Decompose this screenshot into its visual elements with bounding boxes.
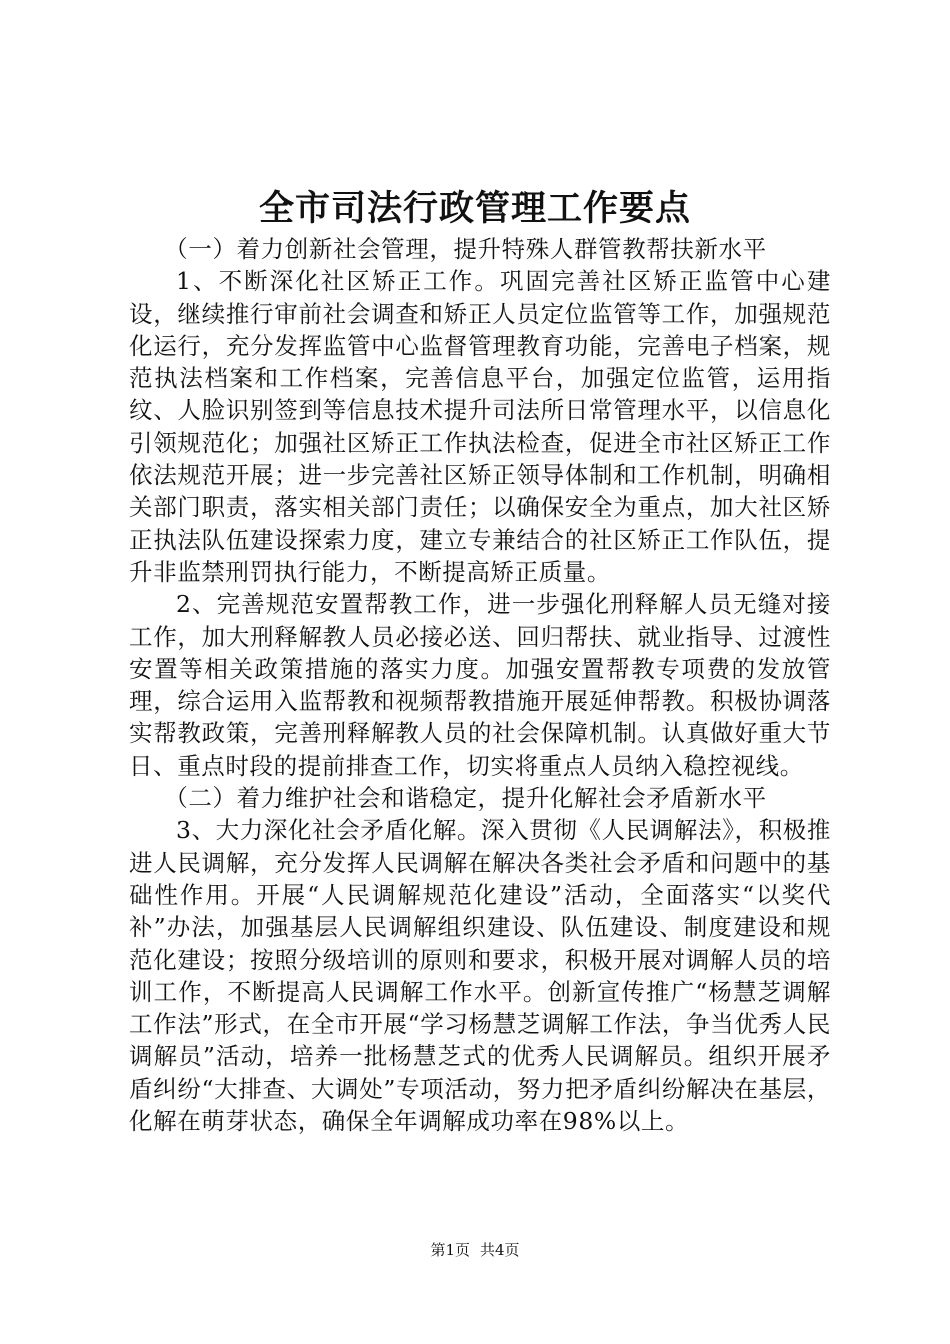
page-footer bbox=[0, 1240, 950, 1260]
section-heading-2: （二）着力维护社会和谐稳定，提升化解社会矛盾新水平 bbox=[164, 784, 767, 813]
section-heading-1: （一）着力创新社会管理，提升特殊人群管教帮扶新水平 bbox=[164, 235, 767, 263]
paragraph-item-2: 2、完善规范安置帮教工作，进一步强化刑释解人员无缝对接工作，加大刑释解教人员必接必送、回归帮扶、就业指导、过渡性安置等相关政策措施的落实力度。加强安置帮教专项费的发放管理，综合运用入监帮教和视频帮教措施开展延伸帮教。积极协调落实帮教政策，完善刑释解教人员的社会保障机制。认真做好重大节日、重点时段的提前排查工作，切实将重点人员纳入稳控视线。 bbox=[129, 590, 831, 780]
document-title: 全市司法行政管理工作要点 bbox=[258, 188, 691, 229]
paragraph-item-3: 3、大力深化社会矛盾化解。深入贯彻《人民调解法》，积极推进人民调解，充分发挥人民调解在解决各类社会矛盾和问题中的基础性作用。开展“人民调解规范化建设”活动，全面落实“以奖代补”办法，加强基层人民调解组织建设、队伍建设、制度建设和规范化建设；按照分级培训的原则和要求，积极开展对调解人员的培训工作，不断提高人民调解工作水平。创新宣传推广“杨慧芝调解工作法”形式，在全市开展“学习杨慧芝调解工作法，争当优秀人民调解员”活动，培养一批杨慧芝式的优秀人民调解员。组织开展矛盾纠纷“大排查、大调处”专项活动，努力把矛盾纠纷解决在基层，化解在萌芽状态，确保全年调解成功率在98%以上。 bbox=[129, 816, 831, 1136]
page-total: 共4页 bbox=[480, 1241, 520, 1259]
document-body bbox=[129, 233, 831, 1137]
paragraph-item-1: 1、不断深化社区矫正工作。巩固完善社区矫正监管中心建设，继续推行审前社会调查和矫正人员定位监管等工作，加强规范化运行，充分发挥监管中心监督管理教育功能，完善电子档案，规范执法档案和工作档案，完善信息平台，加强定位监管，运用指纹、人脸识别签到等信息技术提升司法所日常管理水平，以信息化引领规范化；加强社区矫正工作执法检查，促进全市社区矫正工作依法规范开展；进一步完善社区矫正领导体制和工作机制，明确相关部门职责，落实相关部门责任；以确保安全为重点，加大社区矫正执法队伍建设探索力度，建立专兼结合的社区矫正工作队伍，提升非监禁刑罚执行能力，不断提高矫正质量。 bbox=[129, 267, 831, 586]
page-number: 第1页 bbox=[430, 1241, 470, 1259]
